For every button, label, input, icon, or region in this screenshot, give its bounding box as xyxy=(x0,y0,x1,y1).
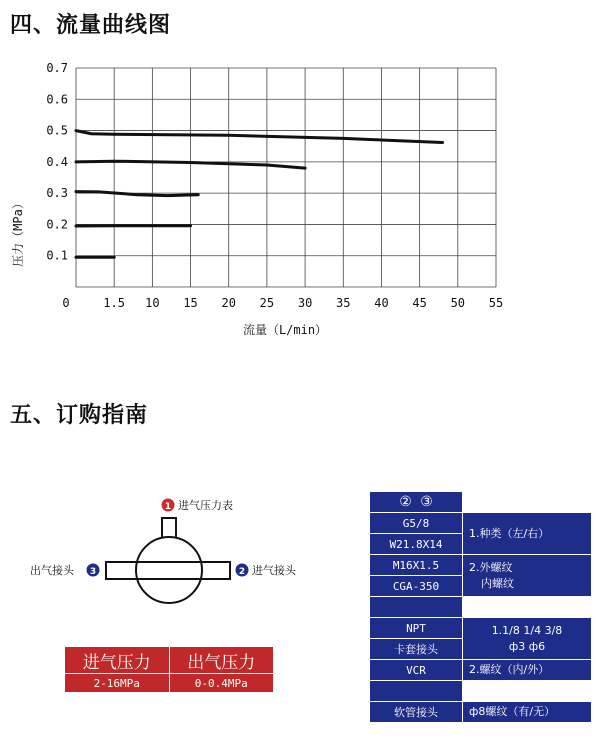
flow-curve-chart xyxy=(0,50,596,350)
external-thread: 2.外螺纹 xyxy=(469,560,513,574)
y-tick-label: 0.1 xyxy=(46,248,68,263)
x-tick-label: 25 xyxy=(259,296,275,310)
size-inch: 1.1/8 1/4 3/8 xyxy=(491,623,563,637)
x-tick-label: 0 xyxy=(62,296,70,310)
series-line-0 xyxy=(76,131,443,143)
x-axis-label: 流量（L/min） xyxy=(242,323,328,337)
marker-2-number: 2 xyxy=(238,567,246,577)
x-tick-label: 30 xyxy=(297,296,313,310)
flow-curve-heading: 四、流量曲线图 xyxy=(10,13,172,38)
ordering-guide-heading: 五、订购指南 xyxy=(10,403,149,428)
code-npt: NPT xyxy=(370,618,463,639)
order-table xyxy=(369,491,592,723)
outlet-label: 出气接头 xyxy=(30,564,74,577)
valve-body xyxy=(136,537,202,603)
code-ferrule: 卡套接头 xyxy=(370,639,463,660)
x-tick-label: 10 xyxy=(145,296,160,310)
x-tick-label: 45 xyxy=(412,296,427,310)
code-hose: 软管接头 xyxy=(370,702,463,723)
size-desc xyxy=(463,618,592,660)
inlet-gauge-label: 进气压力表 xyxy=(178,499,233,512)
size-mm: ф3 ф6 xyxy=(508,639,546,653)
code-g58: G5/8 xyxy=(370,513,463,534)
series-line-2 xyxy=(76,192,198,196)
y-tick-label: 0.4 xyxy=(46,154,68,169)
y-tick-label: 0.7 xyxy=(46,61,68,75)
code-w218: W21.8X14 xyxy=(370,534,463,555)
code-vcr: VCR xyxy=(370,660,463,681)
inlet-label: 进气接头 xyxy=(252,564,296,577)
y-tick-label: 0.3 xyxy=(46,186,68,201)
hose-desc: ф8螺纹（有/无） xyxy=(463,702,592,723)
pressure-table xyxy=(65,647,273,692)
y-axis-label: 压力（MPa） xyxy=(11,197,25,267)
marker-1-number: 1 xyxy=(164,502,172,512)
code-m16: M16X1.5 xyxy=(370,555,463,576)
spacer-row-2 xyxy=(370,681,463,702)
inlet-pressure-value: 2-16MPa xyxy=(65,674,169,693)
outlet-pressure-value: 0-0.4MPa xyxy=(169,674,273,693)
chart-ticks xyxy=(46,61,503,310)
x-tick-label: 1.5 xyxy=(103,296,126,310)
type-desc: 1.种类（左/右） xyxy=(463,513,592,555)
marker-3-number: 3 xyxy=(89,567,97,577)
y-tick-label: 0.6 xyxy=(46,92,68,107)
chart-grid xyxy=(76,68,496,287)
y-tick-label: 0.2 xyxy=(46,217,68,232)
inlet-pressure-header: 进气压力 xyxy=(65,647,169,674)
y-tick-label: 0.5 xyxy=(46,123,68,138)
spacer-row-1 xyxy=(370,597,463,618)
outlet-pressure-header: 出气压力 xyxy=(169,647,273,674)
x-tick-label: 40 xyxy=(374,296,389,310)
thread-type-desc: 2.螺纹（内/外） xyxy=(463,660,592,681)
code-cga350: CGA-350 xyxy=(370,576,463,597)
x-tick-label: 20 xyxy=(221,296,236,310)
x-tick-label: 35 xyxy=(336,296,351,310)
x-tick-label: 55 xyxy=(488,296,504,310)
internal-thread: 内螺纹 xyxy=(481,576,514,590)
x-tick-label: 50 xyxy=(450,296,466,310)
valve-diagram xyxy=(20,490,340,640)
thread-desc xyxy=(463,555,592,597)
gauge-stem xyxy=(162,518,176,538)
chart-lines xyxy=(76,131,443,258)
order-table-header: ② ③ xyxy=(370,492,463,513)
x-tick-label: 15 xyxy=(183,296,198,310)
